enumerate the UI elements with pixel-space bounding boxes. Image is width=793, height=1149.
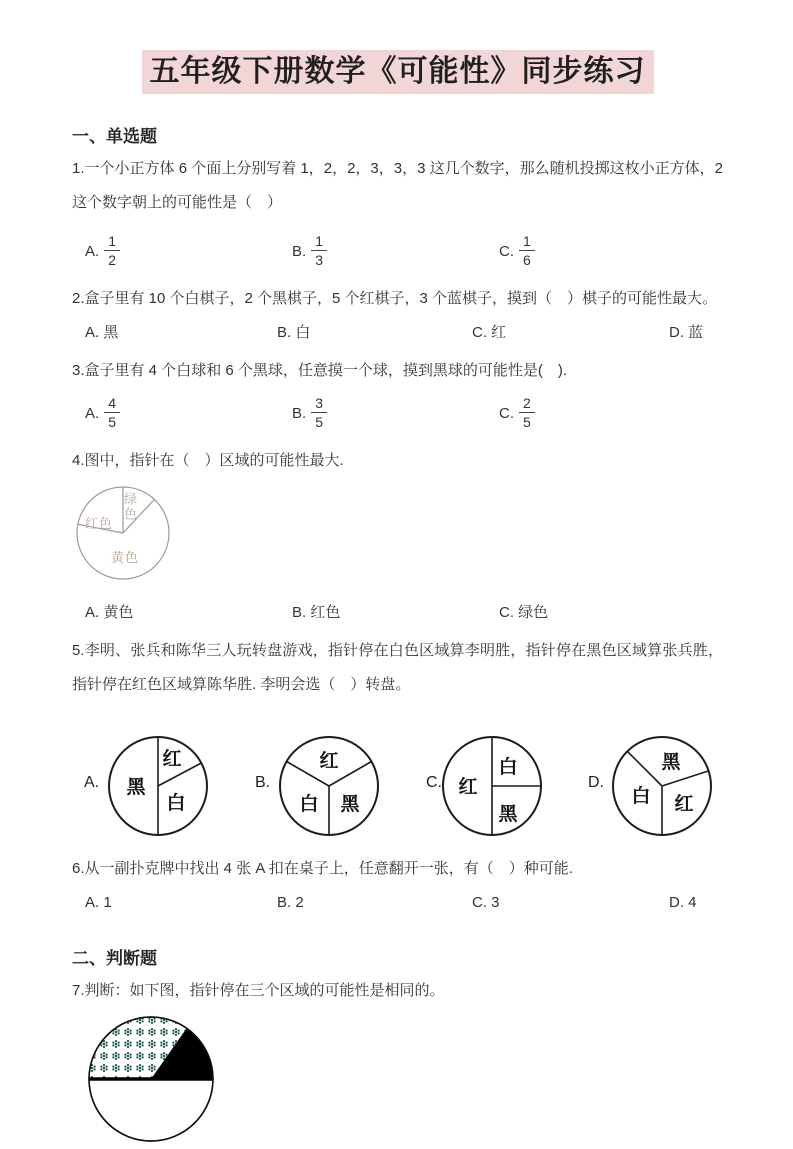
q4-pie-chart [74,486,176,588]
question-3-text: 3.盒子里有 4 个白球和 6 个黑球，任意摸一个球，摸到黑球的可能性是( ). [72,362,568,379]
page-title: 五年级下册数学《可能性》同步练习 [142,50,654,94]
section-heading-judgment: 二、判断题 [72,949,157,968]
fraction: $\frac{1}{3}$ [311,232,327,269]
question-6-options [72,886,723,920]
q6-option-c: C. 3 [472,894,500,911]
q6-option-a: A. 1 [85,894,112,911]
q2-option-d: D. 蓝 [669,324,704,341]
region-label-red: 红 [674,794,694,815]
q7-circle-svg [86,1014,216,1144]
q4-option-b: B. 红色 [292,604,341,621]
q5-spinner-row [72,732,723,848]
option-label: A. [85,243,100,260]
q5-spinner-c [440,734,544,838]
fraction: $\frac{3}{5}$ [311,394,327,431]
region-label-white: 白 [299,794,319,815]
question-4-text: 4.图中，指针在（ ）区域的可能性最大. [72,452,344,469]
q5-spinner-d [610,734,714,838]
fraction: $\frac{1}{6}$ [519,232,535,269]
fraction: $\frac{4}{5}$ [104,394,120,431]
q3-option-a: A. $\frac{4}{5}$ [85,388,120,440]
q1-option-c [499,226,535,278]
q2-option-a: A. 黑 [85,324,119,341]
option-label: C. [499,243,514,260]
region-label-red: 红 [319,751,339,772]
region-label-white: 白 [166,793,186,814]
region-label-black: 黑 [126,777,146,798]
option-label: B. [292,243,307,260]
q5-spinner-a [106,734,210,838]
q1-option-b [292,226,327,278]
q6-option-b: B. 2 [277,894,304,911]
question-6-text: 6.从一副扑克牌中找出 4 张 A 扣在桌子上，任意翻开一张，有（ ）种可能. [72,860,573,877]
fraction: $\frac{1}{2}$ [104,232,120,269]
question-4-options [72,596,723,630]
q4-label-yellow: 黄色 [111,550,140,565]
q5-spinner-c-label: C. [426,774,442,791]
q4-option-c: C. 绿色 [499,604,549,621]
q6-option-d: D. 4 [669,894,697,911]
q4-label-red: 红色 [85,516,114,531]
q4-option-a: A. 黄色 [85,604,134,621]
q3-option-b: B. $\frac{3}{5}$ [292,388,327,440]
q1-option-a [85,226,120,278]
region-label-red: 红 [458,777,478,798]
region-label-white: 白 [631,786,651,807]
q4-label-green: 绿色 [122,492,137,522]
region-label-black: 黑 [498,804,518,825]
question-1-options [72,226,723,278]
title-row [72,0,723,94]
question-2-text: 2.盒子里有 10 个白棋子，2 个黑棋子，5 个红棋子，3 个蓝棋子，摸到（ ）棋子的可能性最大。 [72,290,718,307]
q3-option-c: C. $\frac{2}{5}$ [499,388,535,440]
q5-spinner-b-label: B. [255,774,271,791]
question-1-text: 1.一个小正方体 6 个面上分别写着 1，2，2，3，3，3 这几个数字，那么随机投掷这枚小正方体，2 这个数字朝上的可能性是（ ） [72,160,723,211]
q2-option-c: C. 红 [472,324,507,341]
section-heading-choice: 一、单选题 [72,127,157,146]
q5-spinner-a-label: A. [84,774,100,791]
fraction: $\frac{2}{5}$ [519,394,535,431]
region-label-white: 白 [498,757,518,778]
question-2-options [72,316,723,350]
region-label-black: 黑 [340,794,360,815]
region-label-red: 红 [162,749,182,770]
q5-spinner-b [277,734,381,838]
region-label-black: 黑 [661,752,681,773]
question-7-text: 7.判断：如下图，指针停在三个区域的可能性是相同的。 [72,982,445,999]
q5-spinner-d-label: D. [588,774,604,791]
question-3-options [72,388,723,440]
q2-option-b: B. 白 [277,324,311,341]
question-5-text: 5.李明、张兵和陈华三人玩转盘游戏，指针停在白色区域算李明胜，指针停在黑色区域算张兵胜，指针停在红色区域算陈华胜. 李明会选（ ）转盘。 [72,642,723,693]
q7-circle-figure [86,1014,216,1144]
